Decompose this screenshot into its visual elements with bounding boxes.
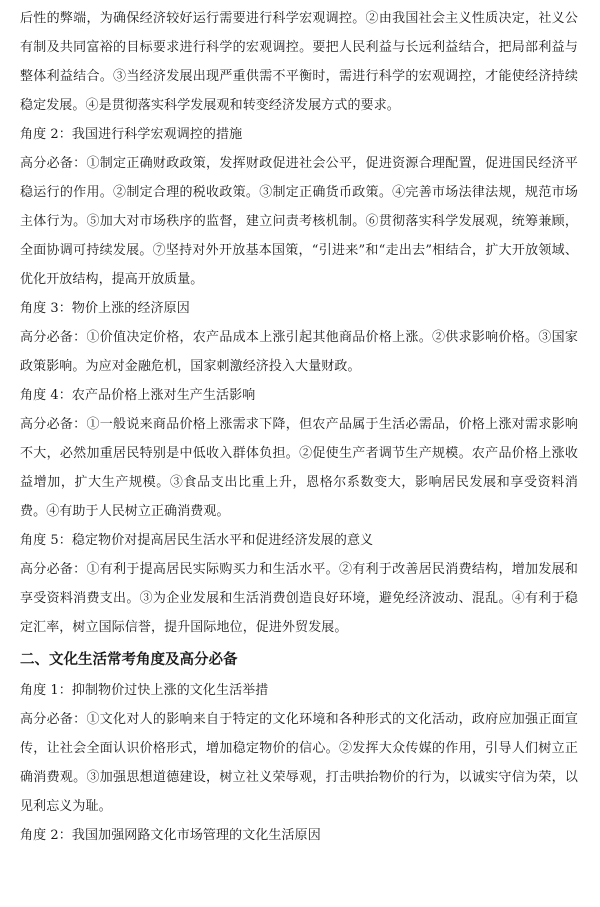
heading-angle-4-agri-price-impact: 角度 4：农产品价格上涨对生产生活影响: [20, 388, 256, 403]
paragraph-culture-measures: 高分必备：①文化对人的影响来自于特定的文化环境和各种形式的文化活动，政府应加强正面宣传，让社会全面认识价格形式，增加稳定物价的信心。②发挥大众传媒的作用，引导人们树立正确消费观。③加强思想道德建设，树立社义荣辱观，打击哄抬物价的行为，以诚实守信为荣，以见利忘义为耻。: [20, 712, 578, 814]
section-title-cultural-life: 二、文化生活常考角度及高分必备: [20, 652, 238, 668]
paragraph-price-rise-causes: 高分必备：①价值决定价格，农产品成本上涨引起其他商品价格上涨。②供求影响价格。③国家政策影响。为应对金融危机，国家刺激经济投入大量财政。: [20, 330, 578, 374]
paragraph-measures: 高分必备：①制定正确财政政策，发挥财政促进社会公平，促进资源合理配置，促进国民经济平稳运行的作用。②制定合理的税收政策。③制定正确货币政策。④完善市场法律法规，规范市场主体行为。⑤加大对市场秩序的监督，建立问责考核机制。⑥贯彻落实科学发展观，统筹兼顾，全面协调可持续发展。⑦坚持对外开放基本国策，“引进来”和“走出去”相结合，扩大开放领域、优化开放结构，提高开放质量。: [20, 156, 578, 287]
paragraph-macro-control-reasons: 后性的弊端，为确保经济较好运行需要进行科学宏观调控。②由我国社会主义性质决定，社义公有制及共同富裕的目标要求进行科学的宏观调控。要把人民利益与长远利益结合，把局部利益与整体利益结合。③当经济发展出现严重供需不平衡时，需进行科学的宏观调控，才能使经济持续稳定发展。④是贯彻落实科学发展观和转变经济发展方式的要求。: [20, 11, 578, 113]
heading-culture-angle-2: 角度 2：我国加强网路文化市场管理的文化生活原因: [20, 828, 321, 843]
heading-angle-2-measures: 角度 2：我国进行科学宏观调控的措施: [20, 127, 243, 142]
paragraph-price-stability: 高分必备：①有利于提高居民实际购买力和生活水平。②有利于改善居民消费结构，增加发展和享受资料消费支出。③为企业发展和生活消费创造良好环境，避免经济波动、混乱。④有利于稳定汇率，树立国际信誉，提升国际地位，促进外贸发展。: [20, 562, 578, 635]
heading-angle-5-price-stability: 角度 5：稳定物价对提高居民生活水平和促进经济发展的意义: [20, 533, 374, 548]
paragraph-agri-price-impact: 高分必备：①一般说来商品价格上涨需求下降，但农产品属于生活必需品，价格上涨对需求影响不大，必然加重居民特别是中低收入群体负担。②促使生产者调节生产规模。农产品价格上涨收益增加，扩大生产规模。③食品支出比重上升，恩格尔系数变大，影响居民发展和享受资料消费。④有助于人民树立正确消费观。: [20, 417, 578, 519]
heading-angle-3-price-rise-causes: 角度 3：物价上涨的经济原因: [20, 301, 190, 316]
heading-culture-angle-1: 角度 1：抑制物价过快上涨的文化生活举措: [20, 683, 269, 698]
